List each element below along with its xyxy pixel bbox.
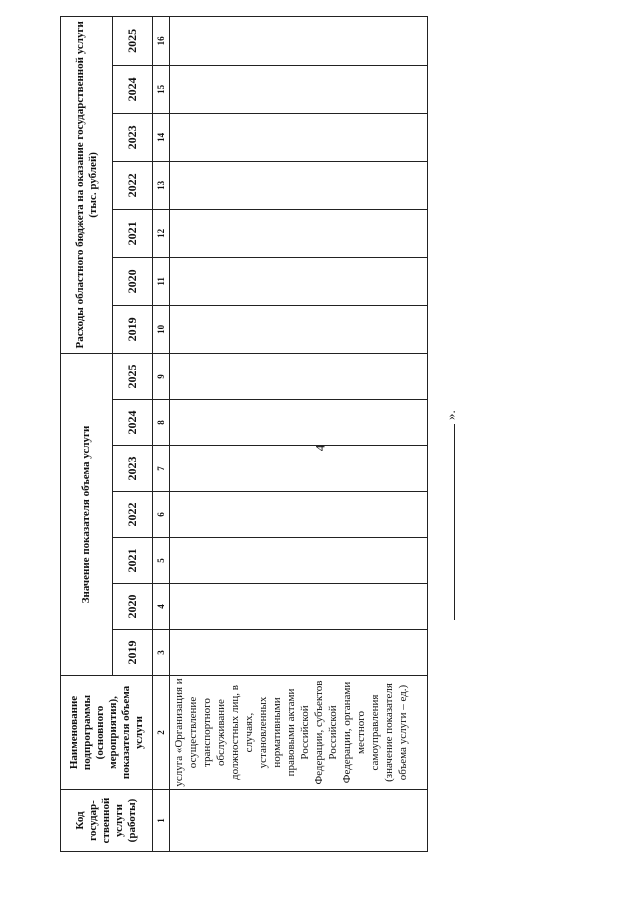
volume-year: 2024 — [113, 400, 153, 446]
table-cell — [170, 16, 428, 65]
column-number: 12 — [153, 209, 170, 257]
column-number: 6 — [153, 492, 170, 538]
column-number: 2 — [153, 676, 170, 790]
rotated-table-container — [60, 21, 428, 852]
header-expenses: Расходы областного бюджета на оказание государственной услуги (тыс. рублей) — [61, 16, 113, 353]
column-number: 4 — [153, 584, 170, 630]
column-number: 15 — [153, 65, 170, 113]
column-number: 3 — [153, 630, 170, 676]
volume-year: 2023 — [113, 446, 153, 492]
table-cell — [170, 400, 428, 446]
volume-year: 2025 — [113, 353, 153, 399]
column-number: 8 — [153, 400, 170, 446]
column-number: 14 — [153, 113, 170, 161]
header-name: Наименование подпрограммы (основного мероприятия), показателя объема услуги — [61, 676, 153, 790]
table-cell — [170, 446, 428, 492]
header-code: Код государ-ственной услуги (работы) — [61, 790, 153, 852]
expense-year: 2024 — [113, 65, 153, 113]
expense-year: 2023 — [113, 113, 153, 161]
table-cell — [170, 257, 428, 305]
column-number: 7 — [153, 446, 170, 492]
table-cell — [170, 65, 428, 113]
expense-year: 2025 — [113, 16, 153, 65]
table-cell — [170, 492, 428, 538]
expense-year: 2019 — [113, 305, 153, 353]
header-volume: Значение показателя объема услуги — [61, 353, 113, 675]
page-number: 4 — [312, 444, 327, 452]
column-number: 13 — [153, 161, 170, 209]
closing-quote: ». — [443, 410, 458, 420]
volume-year: 2019 — [113, 630, 153, 676]
table-cell — [170, 630, 428, 676]
row-code-cell — [170, 790, 428, 852]
volume-year: 2020 — [113, 584, 153, 630]
services-table — [60, 16, 428, 852]
column-number: 11 — [153, 257, 170, 305]
row-name-cell: услуга «Организация и осуществление транспортного обслуживание должностных лиц, в случаях, установленных нормативными правовыми актами Российской Федерации, субъектов Российской Федерации, органами местного самоуправления (значение показателя объема услуги – ед.) — [170, 676, 428, 790]
volume-year: 2021 — [113, 538, 153, 584]
column-number: 16 — [153, 16, 170, 65]
column-number: 9 — [153, 353, 170, 399]
table-cell — [170, 209, 428, 257]
table-cell — [170, 305, 428, 353]
expense-year: 2020 — [113, 257, 153, 305]
closing-mark — [440, 380, 460, 620]
signature-line — [454, 424, 455, 620]
table-cell — [170, 538, 428, 584]
column-number: 5 — [153, 538, 170, 584]
table-cell — [170, 113, 428, 161]
expense-year: 2022 — [113, 161, 153, 209]
volume-year: 2022 — [113, 492, 153, 538]
table-cell — [170, 353, 428, 399]
table-cell — [170, 584, 428, 630]
expense-year: 2021 — [113, 209, 153, 257]
column-number: 1 — [153, 790, 170, 852]
column-number: 10 — [153, 305, 170, 353]
table-cell — [170, 161, 428, 209]
